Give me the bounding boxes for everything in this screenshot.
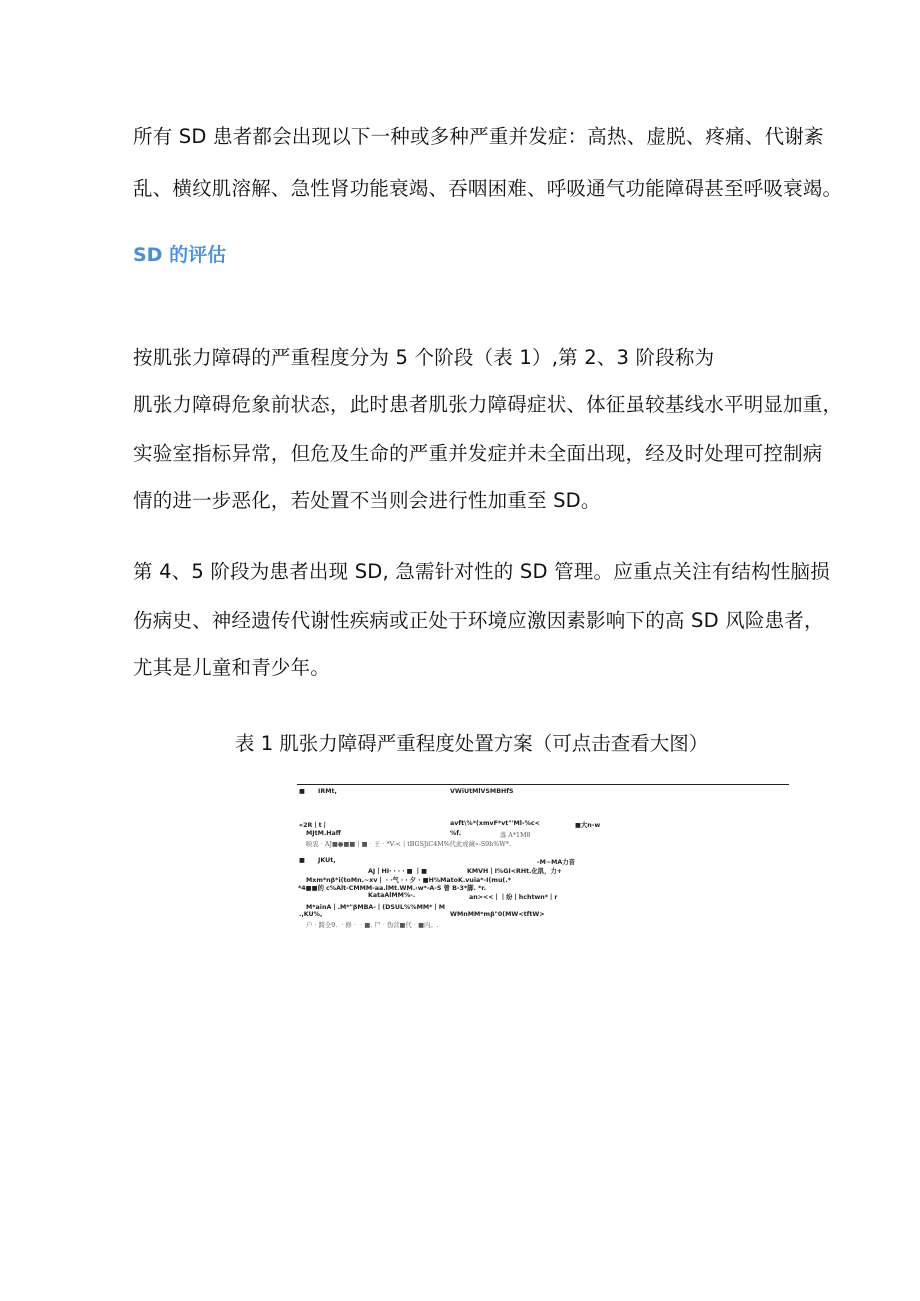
paragraph-line: 尤其是儿童和青少年。 — [133, 656, 331, 679]
paragraph-line: 乱、横纹肌溶解、急性肾功能衰竭、吞咽困难、呼吸通气功能障碍甚至呼吸衰竭。 — [133, 177, 843, 200]
paragraph-line: 所有 SD 患者都会出现以下一种或多种严重并发症：高热、虚脱、疼痛、代谢紊 — [133, 125, 824, 148]
table-text: IRMt, — [318, 788, 337, 795]
table-text: AJ丨HI‧ ‧ ‧ ‧ ■ 丨■ — [368, 868, 428, 875]
table-text: 落 A*1M8 — [500, 832, 531, 839]
table-top-rule — [297, 784, 789, 785]
table-text: JKUt, — [318, 857, 336, 864]
table-text: an><<丨丨纷丨hchtwn*丨r — [469, 894, 558, 901]
table-text: 映衷‧AJ■●■■丨■‧王‧*V-<丨tBGSJiC4M%代此或薇«-S9h%W*. — [306, 841, 511, 848]
table-text: M*ainA丨.M*"βMBA-丨(DSUL%%MM*丨M — [306, 904, 445, 911]
table-text: 户‧跨全9. ‧修‧‧■. 尸‧伪营■代‧■内。. — [306, 922, 439, 929]
table-text: ■ — [299, 857, 305, 864]
paragraph-line: 实验室指标异常，但危及生命的严重并发症并未全面出现，经及时处理可控制病 — [133, 442, 823, 465]
table-text: KMVH丨I%GI<RHt.化肌，力+ — [467, 868, 563, 875]
table-text: .,KU%, — [299, 911, 323, 918]
paragraph-line: 第 4、5 阶段为患者出现 SD, 急需针对性的 SD 管理。应重点关注有结构性脑损 — [133, 560, 830, 583]
table-caption[interactable]: 表 1 肌张力障碍严重程度处置方案（可点击查看大图） — [235, 732, 709, 755]
paragraph-management — [133, 556, 830, 679]
paragraph-line: 肌张力障碍危象前状态，此时患者肌张力障碍症状、体征虽较基线水平明显加重， — [133, 393, 843, 416]
table-text: VWiUtMlVSMBHfS — [450, 788, 514, 795]
table-text: %f. — [450, 830, 462, 837]
table-text: «2R丨t丨 — [299, 822, 328, 829]
paragraph-line: 按肌张力障碍的严重程度分为 5 个阶段（表 1）,第 2、3 阶段称为 — [133, 346, 715, 369]
table-text: Mxm*nβ*i(toMn.~xv丨 ‧ ‧气 ‧ ‧ 夕 ‧ ■H%MatoK.vuia*-I(mu(.* — [306, 877, 511, 884]
section-heading: SD 的评估 — [133, 244, 227, 266]
table-text: *4■■的 c%Alt-CMMM-aa.lMt.WM.‹w*-A-S 曾 B-3*脚. *r. — [298, 885, 486, 892]
paragraph-line: 情的进一步恶化，若处置不当则会进行性加重至 SD。 — [133, 489, 601, 512]
paragraph-line: 伤病史、神经遗传代谢性疾病或正处于环境应激因素影响下的高 SD 风险患者， — [133, 609, 824, 632]
table-text: ■大n-w — [575, 822, 601, 829]
table-text: -M~MA力音 — [537, 859, 575, 866]
table-text: ■ — [299, 788, 305, 795]
paragraph-complications — [133, 121, 843, 201]
table-text: WMnMM*mβ"0(MW<tftW> — [450, 911, 545, 918]
table-text: avft\%*(xmvF*vt"'Ml-%c< — [450, 820, 540, 827]
table-text: MJtM.Haff — [306, 830, 341, 837]
table-image[interactable] — [297, 784, 789, 929]
table-text: KataAlMM%-. — [368, 892, 416, 899]
paragraph-stages — [133, 342, 843, 512]
